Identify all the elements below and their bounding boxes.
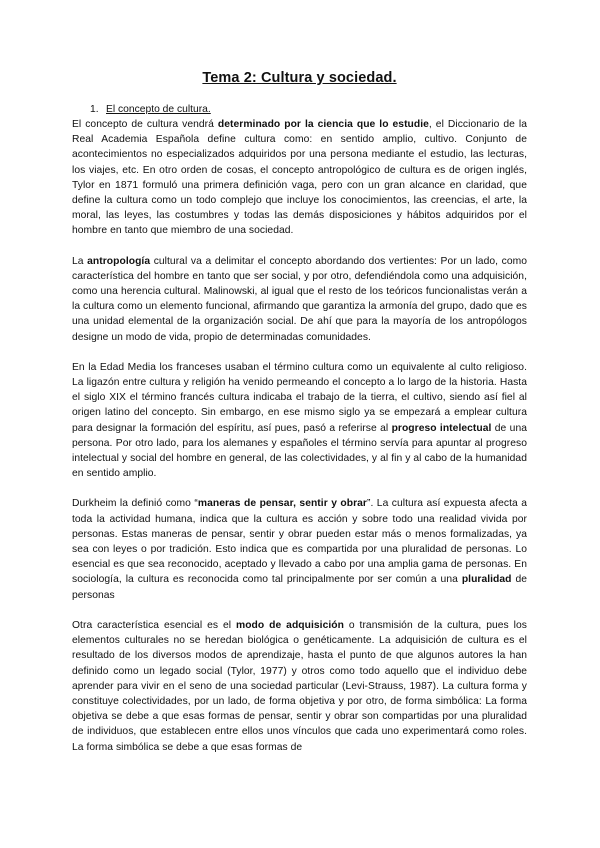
paragraph-4 <box>72 496 527 602</box>
p5-text-c: o transmisión de la cultura, pues los elementos culturales no se heredan biológica o genéticamente. La adquisición de cultura es el resultado de los diversos modos de aprendizaje, hasta el punto de que algunos autores la han definido como un legado social (Tylor, 1977) y otros como todo aquello que el individuo debe aprender para vivir en el seno de una sociedad particular (Levi-Strauss, 1987). La cultura forma y constituye colectividades, por un lado, de forma objetiva y por otro, de forma simbólica: La forma objetiva se debe a que esas formas de pensar, sentir y obrar son compartidas por una pluralidad de individuos, que establecen entre ellos unos vínculos que cada uno experimentará como roles. La forma simbólica se debe a que esas formas de <box>72 619 527 753</box>
paragraph-3 <box>72 360 527 482</box>
p4-text-d: de personas <box>72 574 527 601</box>
p4-text-c: ”. La cultura así expuesta afecta a toda la actividad humana, indica que la cultura es acción y sobre todo una realidad vivida por personas. Estas maneras de pensar, sentir y obrar pueden estar más o menos formalizadas, ya sea con leyes o por tradición. Esto indica que es compartida por una pluralidad de personas. Lo esencial es que sea reconocido, aceptado y llevado a cabo por una amplia gama de personas. En sociología, la cultura es reconocida como tal principalmente por ser común a una <box>72 498 527 586</box>
section-number: 1. <box>90 104 99 115</box>
p3-text-c: de una persona. Por otro lado, para los alemanes y españoles el término servía para apuntar al progreso intelectual y social del hombre en general, de las colectividades, y al fin y al cabo de la humanidad en sentido amplio. <box>72 422 527 480</box>
document-title: Tema 2: Cultura y sociedad. <box>202 70 397 86</box>
section-heading-text: El concepto de cultura. <box>106 104 211 115</box>
p4-text-a: Durkheim la definió como “ <box>72 498 198 510</box>
p1-bold-1: determinado por la ciencia que lo estudie <box>217 119 429 130</box>
paragraph-1 <box>72 117 527 239</box>
p4-bold-1: maneras de pensar, sentir y obrar <box>197 498 367 510</box>
p2-text-a: La <box>72 255 88 267</box>
paragraph-5 <box>72 618 527 755</box>
p2-bold-1: antropología <box>87 255 151 267</box>
document-page <box>72 70 527 755</box>
p1-text-a: El concepto de cultura vendrá <box>72 119 218 130</box>
p1-text-c: , el Diccionario de la Real Academia Española define cultura como: en sentido amplio, cultivo. Conjunto de acontecimientos no especializados adquiridos por una persona mediante el estudio, las lecturas, los viajes, etc. En otro orden de cosas, el concepto antropológico de cultura es de origen inglés, Tylor en 1871 formuló una primera definición vaga, pero con un gran alcance en claridad, que define la cultura como un todo complejo que incluye los conocimientos, las creencias, el arte, la moral, las leyes, las costumbres y todas las demás disposiciones y hábitos adquiridos por el hombre en tanto que miembro de una sociedad. <box>72 119 527 237</box>
p3-text-a: En la Edad Media los franceses usaban el término cultura como un equivalente al culto religioso. La ligazón entre cultura y religión ha venido permeando el concepto a lo largo de la historia. Hasta el siglo XIX el término francés cultura indicaba el trabajo de la tierra, el cultivo, siendo así fiel al origen latino del concepto. Sin embargo, en ese mismo siglo ya se empezará a emplear cultura para designar la formación del espíritu, así pues, pasó a referirse al <box>72 361 527 434</box>
p3-bold-1: progreso intelectual <box>391 422 492 434</box>
p4-bold-2: pluralidad <box>461 574 512 586</box>
p5-text-a: Otra característica esencial es el <box>72 619 236 631</box>
section-heading-1 <box>72 102 527 117</box>
p2-text-c: cultural va a delimitar el concepto abordando dos vertientes: Por un lado, como característica del hombre en tanto que ser social, y por otro, defendiéndola como una adquisición, como una herencia cultural. Malinowski, al igual que el resto de los teóricos funcionalistas verán a la cultura como un elemento funcional, afirmando que garantiza la armonía del grupo, dado que es una unidad elemental de la organización social. De ahí que para la mayoría de los antropólogos designe un modo de vida, propio de determinadas comunidades. <box>72 255 528 343</box>
p5-bold-1: modo de adquisición <box>236 619 344 631</box>
paragraph-2 <box>72 254 527 345</box>
